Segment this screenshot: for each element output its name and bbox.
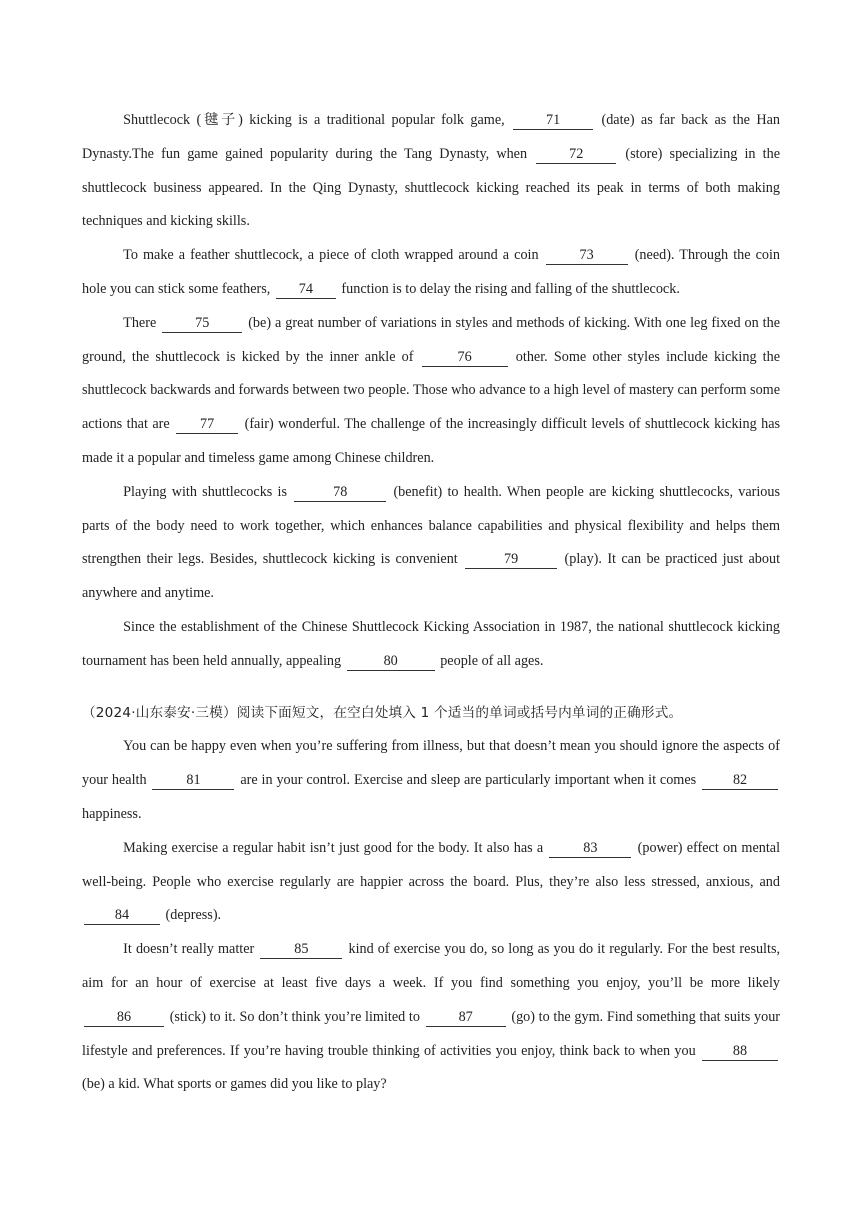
text: Playing with shuttlecocks is bbox=[123, 483, 287, 500]
text: (go) to the gym. Find something that suits your lifestyle and preferences. If you’re having trouble thinking of activities you enjoy, think back to when you bbox=[82, 1008, 781, 1059]
blank-80[interactable]: 80 bbox=[347, 653, 435, 671]
text: (play). It can be practiced just about anywhere and anytime. bbox=[82, 551, 781, 602]
blank-86[interactable]: 86 bbox=[84, 1009, 164, 1027]
passage1-paragraph-5 bbox=[82, 611, 780, 679]
text: (benefit) to health. When people are kicking shuttlecocks, various parts of the body need to work together, which enhances balance capabilities and physical flexibility and helps them strengthen their legs. Besides, shuttlecock kicking is convenient bbox=[82, 483, 781, 568]
text: (stick) to it. So don’t think you’re limited to bbox=[169, 1008, 420, 1025]
text: (power) effect on mental well-being. People who exercise regularly are happier across the board. Plus, they’re also less stressed, anxious, and bbox=[82, 839, 781, 890]
blank-85[interactable]: 85 bbox=[260, 941, 342, 959]
text: happiness. bbox=[82, 805, 142, 822]
blank-82[interactable]: 82 bbox=[702, 772, 778, 790]
text: You can be happy even when you’re suffering from illness, but that doesn’t mean you should ignore the aspects of your health bbox=[82, 738, 780, 789]
blank-78[interactable]: 78 bbox=[294, 484, 386, 502]
text: other. Some other styles include kicking the shuttlecock backwards and forwards between two people. Those who advance to a high level of mastery can perform some actions that are bbox=[82, 348, 781, 433]
blank-73[interactable]: 73 bbox=[546, 247, 628, 265]
passage2-paragraph-3 bbox=[82, 933, 780, 1102]
blank-81[interactable]: 81 bbox=[152, 772, 234, 790]
blank-72[interactable]: 72 bbox=[536, 146, 616, 164]
document-page bbox=[82, 104, 780, 1102]
blank-88[interactable]: 88 bbox=[702, 1043, 778, 1061]
text: (be) a great number of variations in styles and methods of kicking. With one leg fixed on the ground, the shuttlecock is kicked by the inner ankle of bbox=[82, 314, 781, 365]
text: function is to delay the rising and falling of the shuttlecock. bbox=[341, 280, 680, 297]
text: kind of exercise you do, so long as you do it regularly. For the best results, aim for an hour of exercise at least five days a week. If you find something you enjoy, you’ll be more likely bbox=[82, 941, 781, 991]
blank-79[interactable]: 79 bbox=[465, 551, 557, 569]
text: (store) specializing in the shuttlecock business appeared. In the Qing Dynasty, shuttlecock kicking reached its peak in terms of both making techniques and kicking skills. bbox=[82, 145, 780, 230]
text: To make a feather shuttlecock, a piece of cloth wrapped around a coin bbox=[123, 247, 539, 264]
blank-76[interactable]: 76 bbox=[422, 349, 508, 367]
blank-84[interactable]: 84 bbox=[84, 907, 160, 925]
blank-74[interactable]: 74 bbox=[276, 281, 336, 299]
text: (need). Through the coin hole you can stick some feathers, bbox=[82, 247, 781, 297]
exercise-instruction: （2024·山东泰安·三模）阅读下面短文，在空白处填入 1 个适当的单词或括号内单词的正确形式。 bbox=[82, 704, 683, 721]
text: Shuttlecock (毽子) kicking is a traditional popular folk game, bbox=[123, 112, 505, 128]
text: (date) as far back as the Han Dynasty.The fun game gained popularity during the Tang Dynasty, when bbox=[82, 112, 781, 162]
blank-83[interactable]: 83 bbox=[549, 840, 631, 858]
text: are in your control. Exercise and sleep are particularly important when it comes bbox=[240, 772, 697, 789]
text: Since the establishment of the Chinese Shuttlecock Kicking Association in 1987, the national shuttlecock kicking tournament has been held annually, appealing bbox=[82, 618, 780, 669]
text: It doesn’t really matter bbox=[123, 941, 255, 958]
passage2-paragraph-1 bbox=[82, 730, 780, 831]
blank-77[interactable]: 77 bbox=[176, 416, 238, 434]
passage1-paragraph-3 bbox=[82, 307, 780, 476]
passage1-paragraph-2 bbox=[82, 239, 780, 307]
passage1-paragraph-1 bbox=[82, 104, 780, 239]
text: There bbox=[123, 314, 157, 331]
blank-71[interactable]: 71 bbox=[513, 112, 593, 130]
blank-87[interactable]: 87 bbox=[426, 1009, 506, 1027]
blank-75[interactable]: 75 bbox=[162, 315, 242, 333]
text: (depress). bbox=[165, 907, 222, 924]
text: people of all ages. bbox=[440, 652, 544, 669]
text: Making exercise a regular habit isn’t just good for the body. It also has a bbox=[123, 839, 544, 856]
passage2-paragraph-2 bbox=[82, 832, 780, 933]
text: (be) a kid. What sports or games did you like to play? bbox=[82, 1076, 387, 1093]
passage1-paragraph-4 bbox=[82, 476, 780, 611]
text: (fair) wonderful. The challenge of the increasingly difficult levels of shuttlecock kicking has made it a popular and timeless game among Chinese children. bbox=[82, 416, 781, 466]
